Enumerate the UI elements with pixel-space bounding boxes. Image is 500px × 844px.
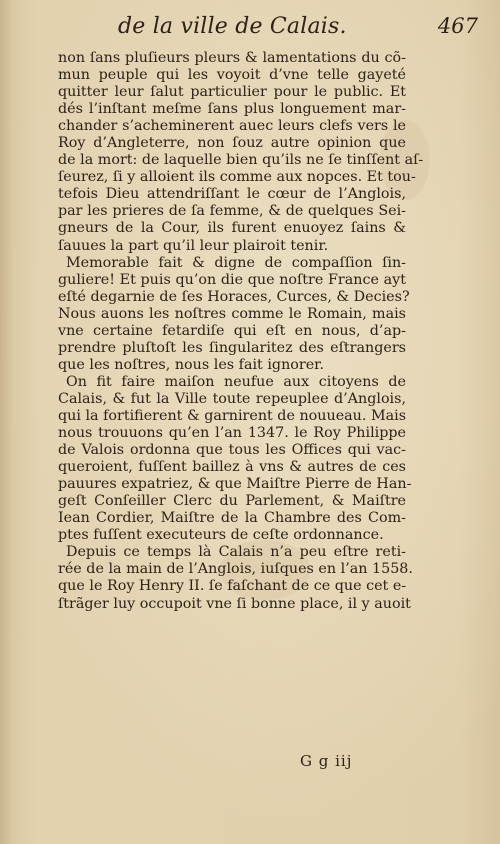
text-line: prendre pluſtoſt les ſingularitez des eſtrangers <box>58 339 406 356</box>
text-line: ptes fuſſent executeurs de ceſte ordonnance. <box>58 527 384 544</box>
text-line: vne certaine fetardiſe qui eſt en nous, d’ap- <box>58 322 406 339</box>
text-line: Iean Cordier, Maiſtre de la Chambre des Com- <box>58 510 406 527</box>
text-line: non ſans pluſieurs pleurs & lamentations du cõ- <box>58 50 406 66</box>
text-line: Nous auons les noſtres comme le Romain, mais <box>58 305 406 322</box>
running-title: de la ville de Calais. <box>118 14 347 39</box>
text-line: de Valois ordonna que tous les Offices qui vac- <box>58 442 406 459</box>
text-line: de la mort: de laquelle bien qu’ils ne ſe tinſſent aſ- <box>58 152 424 169</box>
text-line: ſtrãger luy occupoit vne ſi bonne place, il y auoit <box>58 595 411 612</box>
text-line: On fit faire maiſon neufue aux citoyens de <box>66 373 406 390</box>
text-line: Memorable fait & digne de compaſſion ſin- <box>66 254 406 271</box>
text-line: ſauues la part qu’il leur plairoit tenir. <box>58 237 329 254</box>
text-line: dés l’inſtant meſme ſans plus longuement mar- <box>58 101 406 118</box>
text-line: ſeurez, ſi y alloient ils comme aux nopces. Et tou- <box>58 169 416 186</box>
text-line: mun peuple qui les voyoit d’vne telle gayeté <box>58 67 406 84</box>
text-line: pauures expatriez, & que Maiſtre Pierre de Han- <box>58 476 412 493</box>
text-line: Calais, & fut la Ville toute repeuplee d’Anglois, <box>58 390 406 407</box>
text-line: que les noſtres, nous les fait ignorer. <box>58 356 324 373</box>
text-line: eſté degarnie de ſes Horaces, Curces, & Decies? <box>58 288 410 305</box>
text-line: que le Roy Henry II. ſe faſchant de ce que cet e- <box>58 578 407 595</box>
text-line: par les prieres de ſa femme, & de quelques Sei- <box>58 203 406 220</box>
text-line: queroient, fuſſent baillez à vns & autres de ces <box>58 459 406 476</box>
text-line: Roy d’Angleterre, non ſouz autre opinion que <box>58 135 406 152</box>
signature-mark: G g iij <box>300 752 353 770</box>
body-text <box>58 50 424 613</box>
text-line: geſt Conſeiller Clerc du Parlement, & Maiſtre <box>58 493 406 510</box>
page-number: 467 <box>437 14 478 38</box>
text-line: quitter leur ſalut particulier pour le public. Et <box>58 84 406 101</box>
text-line: chander s’acheminerent auec leurs clefs vers le <box>58 118 406 135</box>
text-line: nous trouuons qu’en l’an 1347. le Roy Philippe <box>58 425 406 442</box>
page-header <box>118 14 478 40</box>
text-line: rée de la main de l’Anglois, iuſques en l’an 1558. <box>58 561 413 578</box>
text-line: gneurs de la Cour, ils furent enuoyez ſains & <box>58 220 406 237</box>
text-line: qui la fortifierent & garnirent de nouueau. Mais <box>58 407 407 424</box>
text-line: tefois Dieu attendriſſant le cœur de l’Anglois, <box>58 186 406 203</box>
text-line: Depuis ce temps là Calais n’a peu eſtre reti- <box>66 544 406 561</box>
text-line: guliere! Et puis qu’on die que noſtre France ayt <box>58 271 406 288</box>
